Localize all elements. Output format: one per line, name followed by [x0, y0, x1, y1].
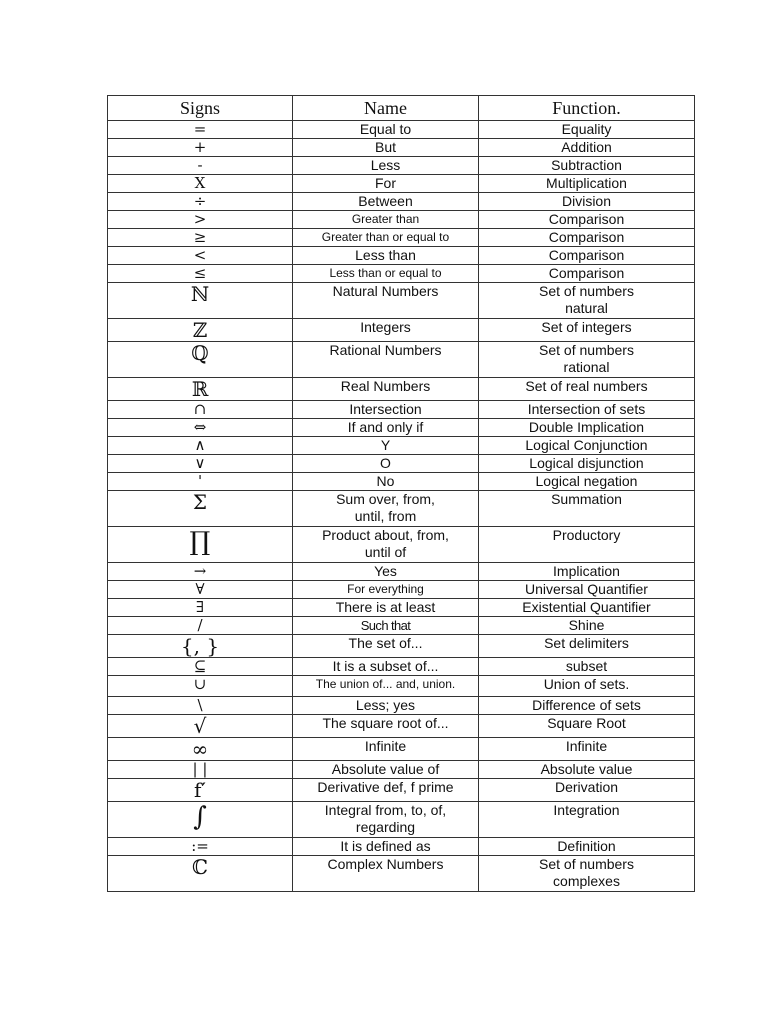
table-row: [108, 779, 695, 802]
table-row: [108, 581, 695, 599]
sign-cell: ': [108, 473, 293, 491]
sign-cell: ℕ: [108, 283, 293, 319]
sign-cell: ∪: [108, 676, 293, 697]
name-cell: Less than: [293, 247, 479, 265]
name-cell: Greater than or equal to: [293, 229, 479, 247]
sign-cell: f′: [108, 779, 293, 802]
table-row: [108, 738, 695, 761]
sign-cell: ÷: [108, 193, 293, 211]
math-symbols-table: [107, 95, 695, 892]
sign-cell: ∩: [108, 401, 293, 419]
table-row: [108, 283, 695, 319]
table-row: [108, 419, 695, 437]
name-cell: Between: [293, 193, 479, 211]
table-row: [108, 856, 695, 892]
name-cell: For everything: [293, 581, 479, 599]
function-cell: Set of numbers complexes: [479, 856, 695, 892]
sign-cell: /: [108, 617, 293, 635]
name-cell: Greater than: [293, 211, 479, 229]
table-row: [108, 563, 695, 581]
sign-cell: X: [108, 175, 293, 193]
name-cell: The set of...: [293, 635, 479, 658]
function-cell: Infinite: [479, 738, 695, 761]
name-cell: Absolute value of: [293, 761, 479, 779]
function-cell: Intersection of sets: [479, 401, 695, 419]
table-row: [108, 319, 695, 342]
name-cell: Real Numbers: [293, 378, 479, 401]
sign-cell: ⊆: [108, 658, 293, 676]
name-cell: Such that: [293, 617, 479, 635]
sign-cell: Σ: [108, 491, 293, 527]
sign-cell: ∧: [108, 437, 293, 455]
sign-cell: ℤ: [108, 319, 293, 342]
sign-cell: √: [108, 715, 293, 738]
table-row: [108, 157, 695, 175]
function-cell: Double Implication: [479, 419, 695, 437]
table-row: [108, 139, 695, 157]
function-cell: Subtraction: [479, 157, 695, 175]
name-cell: It is defined as: [293, 838, 479, 856]
function-cell: Summation: [479, 491, 695, 527]
name-cell: Equal to: [293, 121, 479, 139]
function-cell: Implication: [479, 563, 695, 581]
function-cell: Addition: [479, 139, 695, 157]
table-row: [108, 527, 695, 563]
table-row: [108, 121, 695, 139]
header-function: Function.: [479, 96, 695, 121]
sign-cell: ⇔: [108, 419, 293, 437]
table-row: [108, 193, 695, 211]
function-cell: Set delimiters: [479, 635, 695, 658]
table-row: [108, 437, 695, 455]
name-cell: No: [293, 473, 479, 491]
table-row: [108, 802, 695, 838]
sign-cell: ≥: [108, 229, 293, 247]
function-cell: Comparison: [479, 229, 695, 247]
name-cell: The square root of...: [293, 715, 479, 738]
name-cell: Less than or equal to: [293, 265, 479, 283]
name-cell: Product about, from, until of: [293, 527, 479, 563]
header-signs: Signs: [108, 96, 293, 121]
name-cell: The union of... and, union.: [293, 676, 479, 697]
table-row: [108, 491, 695, 527]
name-cell: Yes: [293, 563, 479, 581]
function-cell: Universal Quantifier: [479, 581, 695, 599]
function-cell: subset: [479, 658, 695, 676]
table-row: [108, 229, 695, 247]
function-cell: Division: [479, 193, 695, 211]
function-cell: Multiplication: [479, 175, 695, 193]
function-cell: Logical disjunction: [479, 455, 695, 473]
table-row: [108, 697, 695, 715]
table-row: [108, 342, 695, 378]
name-cell: It is a subset of...: [293, 658, 479, 676]
sign-cell: ℝ: [108, 378, 293, 401]
table-row: [108, 265, 695, 283]
sign-cell: <: [108, 247, 293, 265]
sign-cell: =: [108, 121, 293, 139]
table-row: [108, 617, 695, 635]
function-cell: Absolute value: [479, 761, 695, 779]
sign-cell: ∞: [108, 738, 293, 761]
sign-cell: ∏: [108, 527, 293, 563]
sign-cell: ∫: [108, 802, 293, 838]
name-cell: Natural Numbers: [293, 283, 479, 319]
function-cell: Comparison: [479, 247, 695, 265]
sign-cell: ∃: [108, 599, 293, 617]
function-cell: Integration: [479, 802, 695, 838]
table-row: [108, 401, 695, 419]
name-cell: Integral from, to, of, regarding: [293, 802, 479, 838]
table-row: [108, 658, 695, 676]
sign-cell: ∀: [108, 581, 293, 599]
table-row: [108, 378, 695, 401]
function-cell: Equality: [479, 121, 695, 139]
name-cell: O: [293, 455, 479, 473]
sign-cell: ∨: [108, 455, 293, 473]
table-row: [108, 676, 695, 697]
name-cell: Infinite: [293, 738, 479, 761]
table-row: [108, 175, 695, 193]
function-cell: Comparison: [479, 265, 695, 283]
name-cell: For: [293, 175, 479, 193]
function-cell: Shine: [479, 617, 695, 635]
name-cell: Less; yes: [293, 697, 479, 715]
name-cell: Less: [293, 157, 479, 175]
table-row: [108, 247, 695, 265]
function-cell: Derivation: [479, 779, 695, 802]
sign-cell: ℂ: [108, 856, 293, 892]
function-cell: Set of numbers natural: [479, 283, 695, 319]
sign-cell: +: [108, 139, 293, 157]
table-row: [108, 715, 695, 738]
sign-cell: ℚ: [108, 342, 293, 378]
function-cell: Set of real numbers: [479, 378, 695, 401]
table-row: [108, 455, 695, 473]
sign-cell: ≤: [108, 265, 293, 283]
sign-cell: | |: [108, 761, 293, 779]
sign-cell: {, }: [108, 635, 293, 658]
name-cell: Y: [293, 437, 479, 455]
function-cell: Comparison: [479, 211, 695, 229]
header-name: Name: [293, 96, 479, 121]
function-cell: Set of integers: [479, 319, 695, 342]
table-row: [108, 761, 695, 779]
table-row: [108, 211, 695, 229]
table-row: [108, 838, 695, 856]
function-cell: Productory: [479, 527, 695, 563]
function-cell: Square Root: [479, 715, 695, 738]
name-cell: Intersection: [293, 401, 479, 419]
name-cell: There is at least: [293, 599, 479, 617]
name-cell: Integers: [293, 319, 479, 342]
sign-cell: :=: [108, 838, 293, 856]
table-body: [108, 121, 695, 892]
function-cell: Logical negation: [479, 473, 695, 491]
function-cell: Existential Quantifier: [479, 599, 695, 617]
sign-cell: →: [108, 563, 293, 581]
function-cell: Definition: [479, 838, 695, 856]
table-row: [108, 473, 695, 491]
header-row: [108, 96, 695, 121]
function-cell: Set of numbers rational: [479, 342, 695, 378]
name-cell: Complex Numbers: [293, 856, 479, 892]
name-cell: Rational Numbers: [293, 342, 479, 378]
name-cell: If and only if: [293, 419, 479, 437]
symbols-table-container: [107, 95, 694, 892]
name-cell: Sum over, from, until, from: [293, 491, 479, 527]
name-cell: Derivative def, f prime: [293, 779, 479, 802]
sign-cell: >: [108, 211, 293, 229]
function-cell: Difference of sets: [479, 697, 695, 715]
name-cell: But: [293, 139, 479, 157]
function-cell: Union of sets.: [479, 676, 695, 697]
function-cell: Logical Conjunction: [479, 437, 695, 455]
table-row: [108, 599, 695, 617]
sign-cell: \: [108, 697, 293, 715]
table-row: [108, 635, 695, 658]
sign-cell: -: [108, 157, 293, 175]
